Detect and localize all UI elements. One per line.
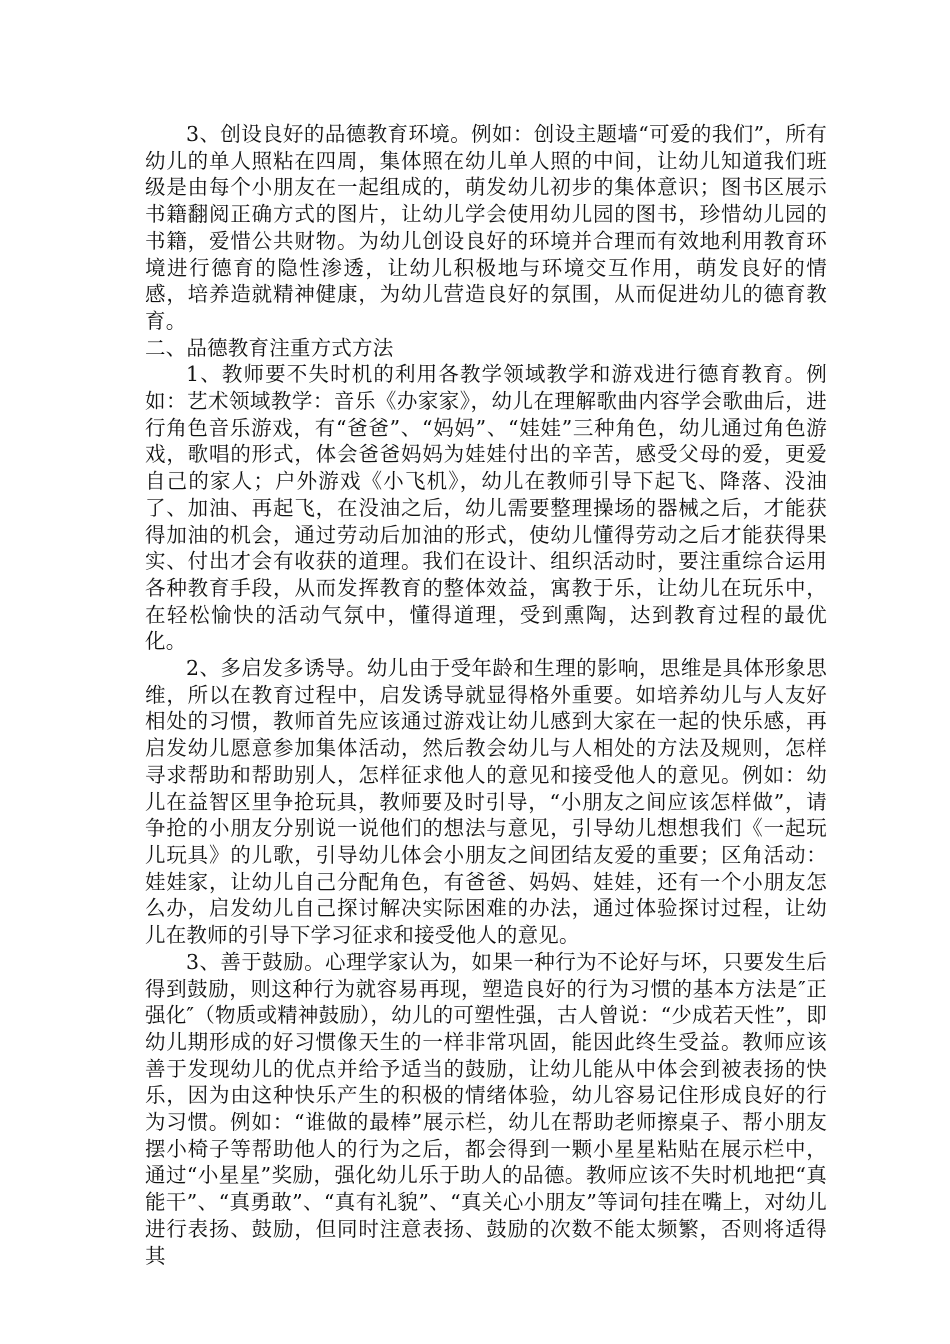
paragraph-teaching-games: 1、教师要不失时机的利用各教学领域教学和游戏进行德育教育。例如：艺术领域教学：音乐《办家家》，幼儿在理解歌曲内容学会歌曲后，进行角色音乐游戏，有“爸爸”、“妈妈”、“娃娃”三种角色，幼儿通过角色游戏，歌唱的形式，体会爸爸妈妈为娃娃付出的辛苦，感受父母的爱，更爱自己的家人；户外游戏《小飞机》，幼儿在教师引导下起飞、降落、没油了、加油、再起飞，在没油之后，幼儿需要整理操场的器械之后，才能获得加油的机会，通过劳动后加油的形式，使幼儿懂得劳动之后才能获得果实、付出才会有收获的道理。我们在设计、组织活动时，要注重综合运用各种教育手段，从而发挥教育的整体效益，寓教于乐，让幼儿在玩乐中，在轻松愉快的活动气氛中，懂得道理，受到熏陶，达到教育过程的最优化。 [145, 362, 827, 654]
paragraph-encouragement: 3、善于鼓励。心理学家认为，如果一种行为不论好与坏，只要发生后得到鼓励，则这种行为就容易再现，塑造良好的行为习惯的基本方法是″正强化″（物质或精神鼓励），幼儿的可塑性强，古人曾说：“少成若天性”，即幼儿期形成的好习惯像天生的一样非常巩固，能因此终生受益。教师应该善于发现幼儿的优点并给予适当的鼓励，让幼儿能从中体会到被表扬的快乐，因为由这种快乐产生的积极的情绪体验，幼儿容易记住形成良好的行为习惯。例如：“谁做的最棒”展示栏，幼儿在帮助老师擦桌子、帮小朋友摆小椅子等帮助他人的行为之后，都会得到一颗小星星粘贴在展示栏中，通过“小星星”奖励，强化幼儿乐于助人的品德。教师应该不失时机地把“真能干”、“真勇敢”、“真有礼貌”、“真关心小朋友”等词句挂在嘴上，对幼儿进行表扬、鼓励，但同时注意表扬、鼓励的次数不能太频繁，否则将适得其 [145, 949, 827, 1268]
paragraph-inspire-guide: 2、多启发多诱导。幼儿由于受年龄和生理的影响，思维是具体形象思维，所以在教育过程中，启发诱导就显得格外重要。如培养幼儿与人友好相处的习惯，教师首先应该通过游戏让幼儿感到大家在一起的快乐感，再启发幼儿愿意参加集体活动，然后教会幼儿与人相处的方法及规则，怎样寻求帮助和帮助别人，怎样征求他人的意见和接受他人的意见。例如：幼儿在益智区里争抢玩具，教师要及时引导，“小朋友之间应该怎样做”，请争抢的小朋友分别说一说他们的想法与意见，引导幼儿想想我们《一起玩儿玩具》的儿歌，引导幼儿体会小朋友之间团结友爱的重要；区角活动：娃娃家，让幼儿自己分配角色，有爸爸、妈妈、娃娃，还有一个小朋友怎么办，启发幼儿自己探讨解决实际困难的办法，通过体验探讨过程，让幼儿在教师的引导下学习征求和接受他人的意见。 [145, 656, 827, 948]
paragraph-environment: 3、创设良好的品德教育环境。例如：创设主题墙“可爱的我们”，所有幼儿的单人照粘在四周，集体照在幼儿单人照的中间，让幼儿知道我们班级是由每个小朋友在一起组成的，萌发幼儿初步的集体意识；图书区展示书籍翻阅正确方式的图片，让幼儿学会使用幼儿园的图书，珍惜幼儿园的书籍，爱惜公共财物。为幼儿创设良好的环境并合理而有效地利用教育环境进行德育的隐性渗透，让幼儿积极地与环境交互作用，萌发良好的情感，培养造就精神健康，为幼儿营造良好的氛围，从而促进幼儿的德育教育。 [145, 122, 827, 333]
document-body [145, 121, 827, 1269]
section-heading-methods: 二、品德教育注重方式方法 [145, 335, 394, 360]
